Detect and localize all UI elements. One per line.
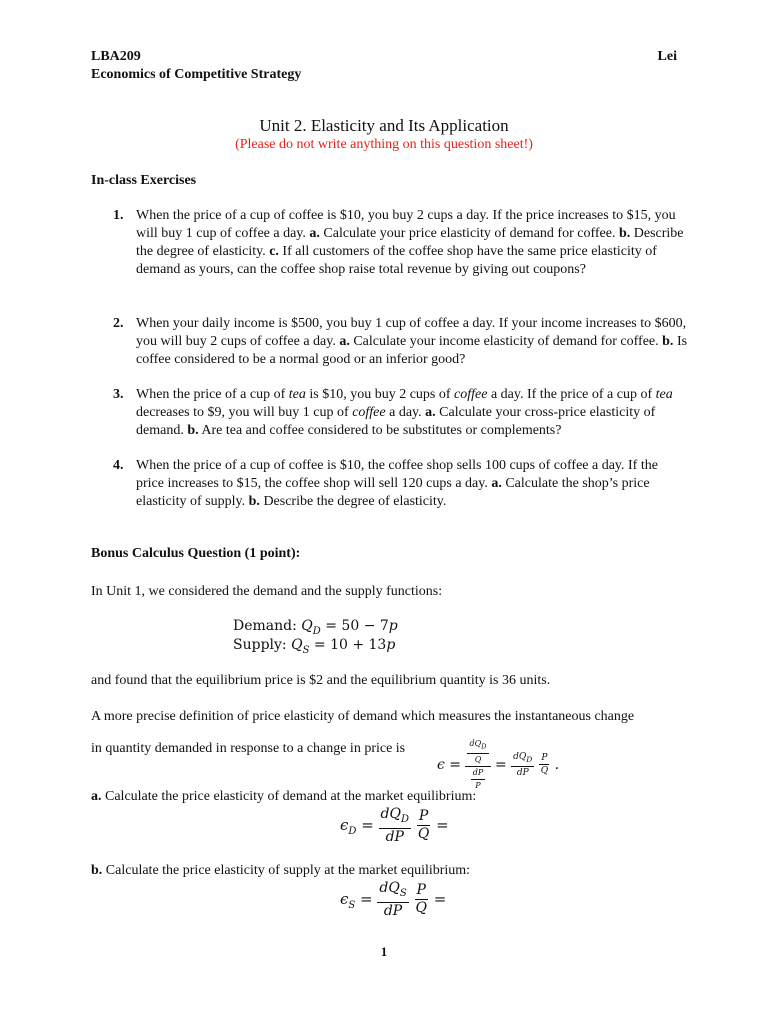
part-b bbox=[91, 862, 691, 880]
page-title: Unit 2. Elasticity and Its Application bbox=[259, 116, 509, 135]
part-a bbox=[91, 788, 691, 806]
question-text: When your daily income is $500, you buy 1 cup of coffee a day. If your income increases to $600, you will buy 2 cups of coffee a day. a. Calculate your income elasticity of demand for coffee. b. Is coffee considered to be a normal good or an inferior good? bbox=[136, 316, 688, 367]
course-header bbox=[91, 48, 301, 84]
part-a-text: Calculate the price elasticity of demand at the market equilibrium: bbox=[105, 789, 477, 804]
definition-line-1: A more precise definition of price elasticity of demand which measures the instantaneous change bbox=[91, 709, 635, 724]
question-text: When the price of a cup of coffee is $10, you buy 2 cups a day. If the price increases to $15, you will buy 1 cup of coffee a day. a. Calculate your price elasticity of demand for coffee. b. Describe the degree of elasticity. c. If all customers of the coffee shop have the same price elasticity of demand as yours, can the coffee shop raise total revenue by giving out coupons? bbox=[136, 208, 684, 277]
course-code: LBA209 bbox=[91, 49, 141, 64]
bonus-intro: In Unit 1, we considered the demand and the supply functions: bbox=[91, 584, 443, 599]
demand-equation: Demand: $Q_D = 50 - 7p$ bbox=[233, 618, 398, 637]
warning-note: (Please do not write anything on this question sheet!) bbox=[235, 137, 533, 152]
part-b-label: b. bbox=[91, 863, 103, 878]
question-number: 3. bbox=[113, 387, 124, 402]
question-number: 2. bbox=[113, 316, 124, 331]
elasticity-formula: ϵ = $\frac{\frac{dQ_D}{Q}}{\frac{dP}{P}}$ = $\frac{dQ_D}{dP}$ $\frac{P}{Q}$ . bbox=[437, 739, 560, 790]
definition-line-2-text: in quantity demanded in response to a change in price is bbox=[91, 741, 406, 756]
question-text: When the price of a cup of coffee is $10, the coffee shop sells 100 cups of coffee a day. If the price increases to $15, the coffee shop will sell 120 cups a day. a. Calculate the shop’s price elasticity of supply. b. Describe the degree of elasticity. bbox=[136, 458, 658, 509]
definition-line-2 bbox=[91, 734, 611, 790]
supply-elasticity-formula: $\epsilon_S$ = $\frac{dQ_S}{dP}$ $\frac{P}{Q}$ = bbox=[340, 880, 447, 919]
question-text: When the price of a cup of tea is $10, you buy 2 cups of coffee a day. If the price of a cup of tea decreases to $9, you will buy 1 cup of coffee a day. a. Calculate your cross-price elasticity of demand. b. Are tea and coffee considered to be substitutes or complements? bbox=[136, 387, 673, 438]
page-number: 1 bbox=[380, 944, 388, 959]
part-b-text: Calculate the price elasticity of supply at the market equilibrium: bbox=[105, 863, 471, 878]
course-name: Economics of Competitive Strategy bbox=[91, 67, 302, 82]
instructor-name: Lei bbox=[657, 49, 677, 64]
equilibrium-text: and found that the equilibrium price is $2 and the equilibrium quantity is 36 units. bbox=[91, 673, 551, 688]
question-number: 1. bbox=[113, 208, 124, 223]
supply-equation: Supply: $Q_S = 10 + 13p$ bbox=[233, 637, 396, 656]
inclass-heading: In-class Exercises bbox=[91, 173, 197, 188]
demand-elasticity-formula: $\epsilon_D$ = $\frac{dQ_D}{dP}$ $\frac{P}{Q}$ = bbox=[340, 806, 449, 845]
bonus-heading: Bonus Calculus Question (1 point): bbox=[91, 546, 301, 561]
part-a-label: a. bbox=[91, 789, 102, 804]
question-number: 4. bbox=[113, 458, 124, 473]
